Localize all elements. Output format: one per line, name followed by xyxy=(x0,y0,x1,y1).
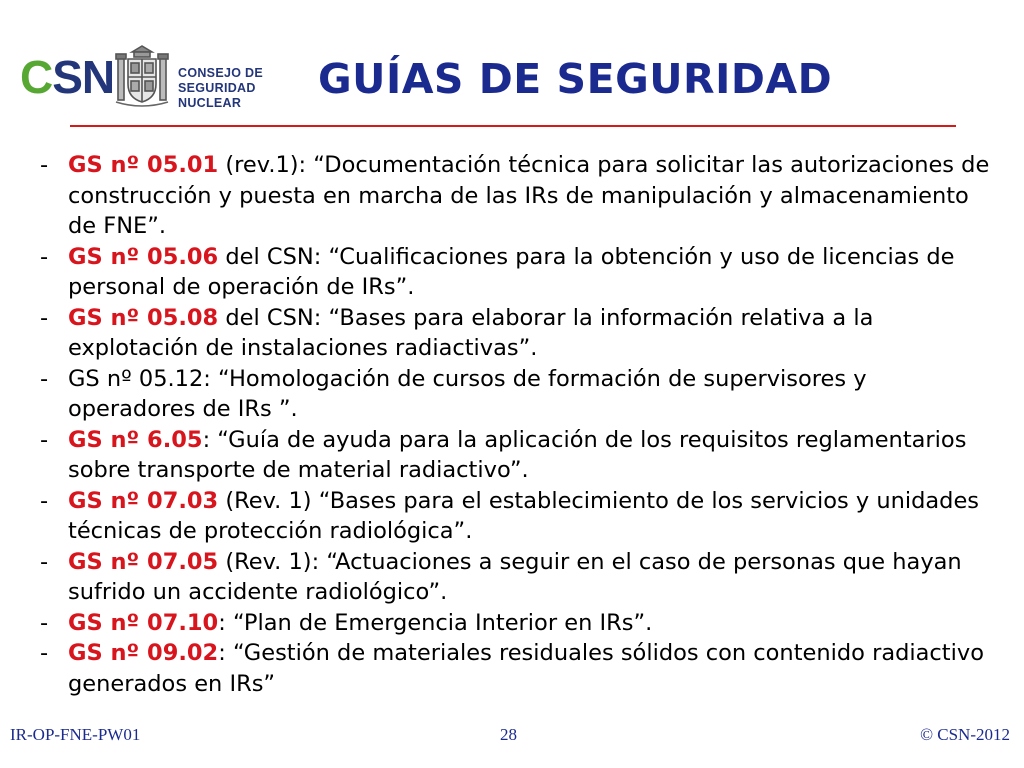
guide-description: (Rev. 1) “Bases para el establecimiento de los servicios y unidades técnicas de protección radiológica”. xyxy=(68,487,980,544)
guide-description: del CSN: “Cualificaciones para la obtención y uso de licencias de personal de operación de IRs”. xyxy=(68,243,955,300)
guide-code: GS nº 05.08 xyxy=(68,304,219,331)
footer-copyright: © CSN-2012 xyxy=(920,725,1010,744)
list-item xyxy=(36,486,996,547)
list-dash: - xyxy=(40,365,49,392)
footer-document-id: IR-OP-FNE-PW01 xyxy=(10,725,141,744)
list-dash: - xyxy=(40,426,49,453)
list-item xyxy=(36,150,996,242)
guide-code: GS nº 07.03 xyxy=(68,487,219,514)
guide-description: GS nº 05.12: “Homologación de cursos de formación de supervisores y operadores de IRs ”. xyxy=(68,365,867,422)
guide-description: (Rev. 1): “Actuaciones a seguir en el caso de personas que hayan sufrido un accidente radiológico”. xyxy=(68,548,962,605)
list-dash: - xyxy=(40,640,49,666)
list-item xyxy=(36,425,996,486)
logo-letter-c: C xyxy=(20,51,53,103)
guide-description: : “Gestión de materiales residuales sólidos con contenido radiactivo generados en IRs” xyxy=(68,640,984,697)
guide-code: GS nº 07.05 xyxy=(68,548,219,575)
csn-logo xyxy=(20,44,290,108)
list-item xyxy=(36,638,996,699)
logo-organization-name xyxy=(178,66,290,111)
guide-code: GS nº 05.01 xyxy=(68,152,219,178)
title-divider xyxy=(70,125,956,127)
guide-list xyxy=(36,150,996,699)
logo-name-line1: CONSEJO DE xyxy=(178,66,263,80)
list-item xyxy=(36,303,996,364)
guide-description: : “Guía de ayuda para la aplicación de los requisitos reglamentarios sobre transporte de material radiactivo”. xyxy=(68,426,967,483)
guide-description: (rev.1): “Documentación técnica para solicitar las autorizaciones de construcción y puesta en marcha de las IRs de manipulación y almacenamiento de FNE”. xyxy=(68,152,990,239)
list-dash: - xyxy=(40,304,49,331)
guide-description: : “Plan de Emergencia Interior en IRs”. xyxy=(218,609,653,636)
guide-code: GS nº 6.05 xyxy=(68,426,203,453)
logo-letters-sn: SN xyxy=(52,51,115,103)
list-item xyxy=(36,242,996,303)
list-dash: - xyxy=(40,548,49,575)
footer-page-number: 28 xyxy=(500,725,517,744)
coat-of-arms-icon xyxy=(112,44,172,108)
list-item xyxy=(36,364,996,425)
list-dash: - xyxy=(40,487,49,514)
guide-code: GS nº 05.06 xyxy=(68,243,219,270)
list-dash: - xyxy=(40,152,49,178)
list-item xyxy=(36,608,996,639)
guide-description: del CSN: “Bases para elaborar la información relativa a la explotación de instalaciones radiactivas”. xyxy=(68,304,874,361)
list-item xyxy=(36,547,996,608)
list-dash: - xyxy=(40,609,49,636)
csn-acronym xyxy=(20,51,115,103)
guide-code: GS nº 09.02 xyxy=(68,640,219,666)
guide-code: GS nº 07.10 xyxy=(68,609,219,636)
list-dash: - xyxy=(40,243,49,270)
logo-name-line2: SEGURIDAD NUCLEAR xyxy=(178,81,256,110)
page-title: GUÍAS DE SEGURIDAD xyxy=(318,55,833,103)
